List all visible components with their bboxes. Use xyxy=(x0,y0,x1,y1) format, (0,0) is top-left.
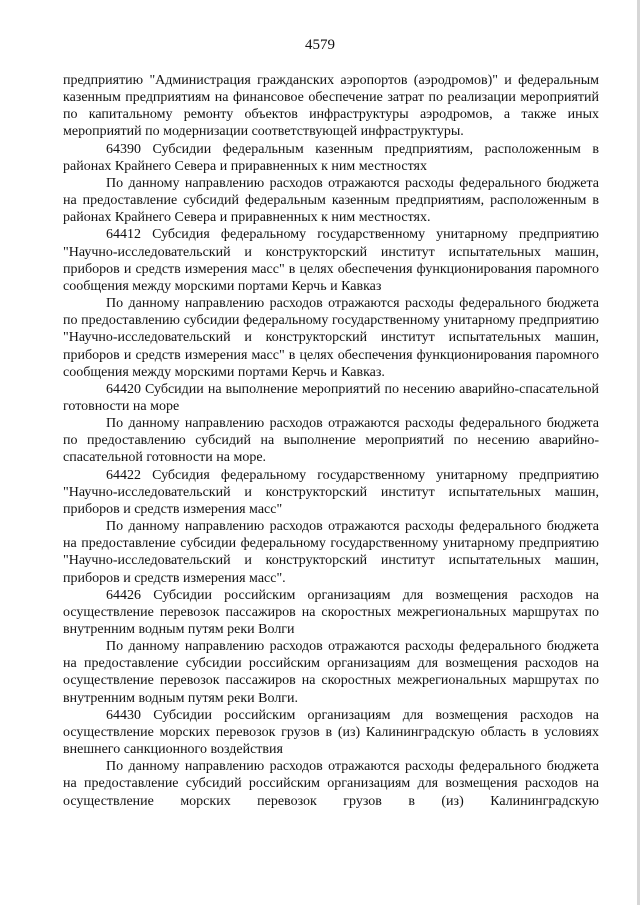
paragraph-heading-64390: 64390 Субсидии федеральным казенным предприятиям, расположенным в районах Крайнего Севера и приравненных к ним местностях xyxy=(63,141,599,174)
paragraph-description-64412: По данному направлению расходов отражаются расходы федерального бюджета по предоставлению субсидии федеральному государственному унитарному предприятию "Научно-исследовательский и конструкторский институт испытательных машин, приборов и средств измерения масс" в целях обеспечения функционирования паромного сообщения между морскими портами Керчь и Кавказ. xyxy=(63,296,599,380)
paragraph-heading-64430: 64430 Субсидии российским организациям для возмещения расходов на осуществление морских перевозок грузов в (из) Калининградскую область в условиях внешнего санкционного воздействия xyxy=(63,707,599,758)
paragraph-heading-64420: 64420 Субсидии на выполнение мероприятий по несению аварийно-спасательной готовности на море xyxy=(63,381,599,414)
document-body xyxy=(63,72,599,810)
paragraph-description-64430: По данному направлению расходов отражаются расходы федерального бюджета на предоставление субсидий российским организациям для возмещения расходов на осуществление морских перевозок грузов в (из) Калининградскую xyxy=(63,759,599,809)
paragraph-heading-64426: 64426 Субсидии российским организациям для возмещения расходов на осуществление перевозок пассажиров на скоростных межрегиональных маршрутах по внутренним водным путям реки Волги xyxy=(63,587,599,637)
paragraph-heading-64412: 64412 Субсидия федеральному государственному унитарному предприятию "Научно-исследовательский и конструкторский институт испытательных машин, приборов и средств измерения масс" в целях обеспечения функционирования паромного сообщения между морскими портами Керчь и Кавказ xyxy=(63,227,599,294)
paragraph-description-64426: По данному направлению расходов отражаются расходы федерального бюджета на предоставление субсидии российским организациям для возмещения расходов на осуществление перевозок пассажиров на скоростных межрегиональных маршрутах по внутренним водным путям реки Волги. xyxy=(63,639,599,706)
page-number: 4579 xyxy=(305,37,335,53)
paragraph-heading-64422: 64422 Субсидия федеральному государственному унитарному предприятию "Научно-исследовательский и конструкторский институт испытательных машин, приборов и средств измерения масс" xyxy=(63,467,599,517)
paragraph-continuation: предприятию "Администрация гражданских аэропортов (аэродромов)" и федеральным казенным предприятиям на финансовое обеспечение затрат по реализации мероприятий по капитальному ремонту объектов инфраструктуры аэродромов, а также иных мероприятий по модернизации соответствующей инфраструктуры. xyxy=(63,73,599,140)
paragraph-description-64420: По данному направлению расходов отражаются расходы федерального бюджета по предоставлению субсидий на выполнение мероприятий по несению аварийно-спасательной готовности на море. xyxy=(63,416,599,466)
paragraph-description-64390: По данному направлению расходов отражаются расходы федерального бюджета на предоставление субсидий федеральным казенным предприятиям, расположенным в районах Крайнего Севера и приравненных к ним местностях. xyxy=(63,175,599,226)
paragraph-description-64422: По данному направлению расходов отражаются расходы федерального бюджета на предоставление субсидии федеральному государственному унитарному предприятию "Научно-исследовательский и конструкторский институт испытательных машин, приборов и средств измерения масс". xyxy=(63,519,599,586)
